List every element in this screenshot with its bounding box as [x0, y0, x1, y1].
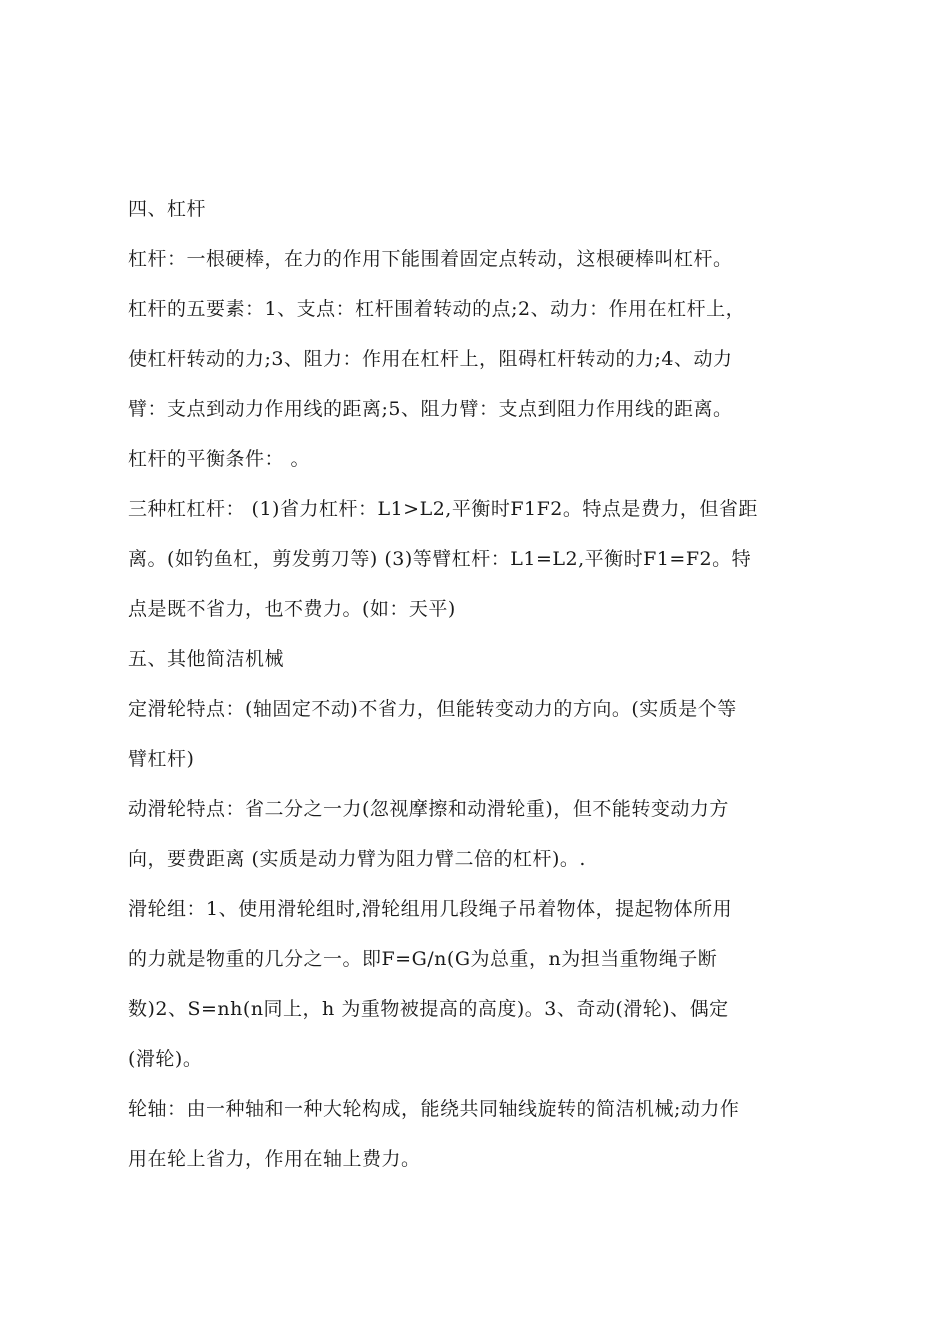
text-line: 杠杆的平衡条件： 。 — [128, 448, 311, 470]
text-line: 的力就是物重的几分之一。即F=G/n(G为总重，n为担当重物绳子断 — [128, 948, 718, 970]
text-line: 使杠杆转动的力;3、阻力：作用在杠杆上，阻碍杠杆转动的力;4、动力 — [128, 348, 733, 370]
text-line: 杠杆的五要素：1、支点：杠杆围着转动的点;2、动力：作用在杠杆上， — [128, 298, 746, 320]
text-line: 三种杠杠杆： (1)省力杠杆：L1>L2,平衡时F1F2。特点是费力，但省距 — [128, 498, 758, 520]
text-line: 向，要费距离 (实质是动力臂为阻力臂二倍的杠杆)。. — [128, 848, 586, 870]
section-heading-simple-machines: 五、其他简洁机械 — [128, 648, 285, 670]
text-line: 臂：支点到动力作用线的距离;5、阻力臂：支点到阻力作用线的距离。 — [128, 398, 733, 420]
text-line: 用在轮上省力，作用在轴上费力。 — [128, 1148, 421, 1170]
text-line: 离。(如钓鱼杠，剪发剪刀等) (3)等臂杠杆：L1=L2,平衡时F1=F2。特 — [128, 548, 752, 570]
text-line: 轮轴：由一种轴和一种大轮构成，能绕共同轴线旋转的简洁机械;动力作 — [128, 1098, 740, 1120]
text-line: 滑轮组：1、使用滑轮组时,滑轮组用几段绳子吊着物体，提起物体所用 — [128, 898, 733, 920]
section-heading-lever: 四、杠杆 — [128, 198, 207, 220]
text-line: 点是既不省力，也不费力。(如：天平) — [128, 598, 456, 620]
text-line: 数)2、S=nh(n同上，h 为重物被提高的高度)。3、奇动(滑轮)、偶定 — [128, 998, 729, 1020]
text-line: 动滑轮特点：省二分之一力(忽视摩擦和动滑轮重)，但不能转变动力方 — [128, 798, 729, 820]
text-line: 杠杆：一根硬棒，在力的作用下能围着固定点转动，这根硬棒叫杠杆。 — [128, 248, 733, 270]
text-line: 臂杠杆) — [128, 748, 195, 770]
document-body — [128, 184, 838, 1184]
text-line: (滑轮)。 — [128, 1048, 203, 1070]
text-line: 定滑轮特点：(轴固定不动)不省力，但能转变动力的方向。(实质是个等 — [128, 698, 737, 720]
